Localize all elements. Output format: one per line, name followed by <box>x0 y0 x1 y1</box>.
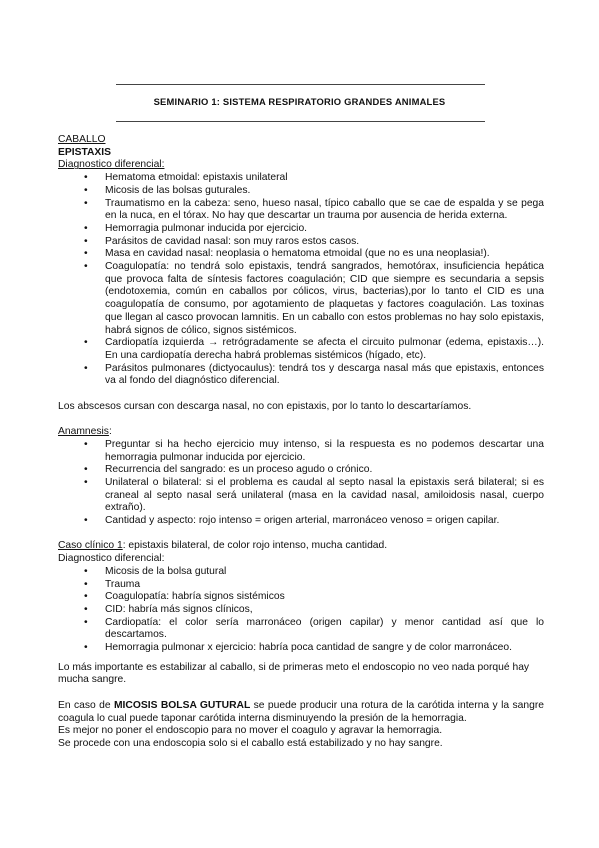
list-item: • Cardiopatía izquierda → retrógradamente se afecta el circuito pulmonar (edema, epistaxis…). En una cardiopatía derecha habrá problemas sistémicos (hígado, etc). <box>105 337 544 362</box>
micosis-bold: MICOSIS BOLSA GUTURAL <box>113 699 251 711</box>
list-item: • Recurrencia del sangrado: es un proceso agudo o crónico. <box>105 464 544 477</box>
list-item: • Preguntar si ha hecho ejercicio muy intenso, si la respuesta es no podemos descartar una hemorragia pulmonar inducida por ejercicio. <box>105 439 544 464</box>
micosis-paragraph <box>58 700 544 725</box>
anamnesis-colon: : <box>108 426 112 438</box>
micosis-line2: Es mejor no poner el endoscopio para no mover el coagulo y agravar la hemorragia. <box>58 725 443 737</box>
caso-list <box>58 566 544 655</box>
list-item: • Hemorragia pulmonar inducida por ejercicio. <box>105 223 544 236</box>
anamnesis-list <box>58 439 544 528</box>
diagnostico-list <box>58 172 544 388</box>
list-item: • Hemorragia pulmonar x ejercicio: habría poca cantidad de sangre y de color marronáceo. <box>105 642 544 655</box>
list-item: • Unilateral o bilateral: si el problema es caudal al septo nasal la epistaxis será bilateral; si es craneal al septo nasal será unilateral (masa en la cavidad nasal, amiloidosis nasal, cuerpo extraño). <box>105 477 544 515</box>
document-body <box>58 134 544 751</box>
list-item: • Parásitos de cavidad nasal: son muy raros estos casos. <box>105 236 544 249</box>
section-epistaxis: EPISTAXIS <box>58 146 112 158</box>
caso-clinico-label: Caso clínico 1 <box>58 540 123 552</box>
list-item: • Cantidad y aspecto: rojo intenso = origen arterial, marronáceo venoso = origen capilar. <box>105 515 544 528</box>
list-item: • Parásitos pulmonares (dictyocaulus): tendrá tos y descarga nasal más que epistaxis, entonces va al fondo del diagnóstico diferencial. <box>105 363 544 388</box>
page-title: SEMINARIO 1: SISTEMA RESPIRATORIO GRANDES ANIMALES <box>153 96 446 107</box>
list-item: • Cardiopatía: el color sería marronáceo (origen capilar) y menor cantidad así que lo descartamos. <box>105 617 544 642</box>
anamnesis-heading <box>58 426 544 439</box>
header-rule-top <box>116 84 485 85</box>
list-item: • Coagulopatía: no tendrá solo epistaxis, tendrá sangrados, hemotórax, insuficiencia hepática que provoca falta de síntesis factores coagulación; CID que siempre es secundaria a sepsis (endotoxemia, común en caballos por cólicos, virus, bacterias),por lo tanto el CID es una coagulopatía de consumo, por agotamiento de plaquetas y factores coagulación. Las toxinas que llegan al casco provocan lamnitis. En un caballo con estos problemas no hay solo epistaxis, habrá signos de cólico, signos sistémicos. <box>105 261 544 337</box>
list-item: • CID: habría más signos clínicos, <box>105 604 544 617</box>
list-item: • Masa en cavidad nasal: neoplasia o hematoma etmoidal (que no es una neoplasia!). <box>105 248 544 261</box>
header-rule-bottom <box>116 121 485 122</box>
caso-clinico-line <box>58 540 544 553</box>
section-caballo: CABALLO <box>58 134 106 145</box>
list-item: • Hematoma etmoidal: epistaxis unilateral <box>105 172 544 185</box>
estabilizar-paragraph: Lo más importante es estabilizar al caballo, si de primeras meto el endoscopio no veo nada porqué hay mucha sangre. <box>58 661 530 686</box>
list-item: • Micosis de las bolsas guturales. <box>105 185 544 198</box>
list-item: • Micosis de la bolsa gutural <box>105 566 544 579</box>
micosis-rest: se puede producir una rotura de la carótida interna y la sangre coagula lo cual puede taponar carótida interna disminuyendo la presión de la hemorragia. <box>58 699 544 724</box>
list-item: • Traumatismo en la cabeza: seno, hueso nasal, típico caballo que se cae de espalda y se pega en la nuca, en el tórax. No hay que descartar un trauma por ausencia de herida externa. <box>105 198 544 223</box>
list-item: • Trauma <box>105 579 544 592</box>
micosis-prefix: En caso de <box>58 699 114 711</box>
caso-clinico-text: : epistaxis bilateral, de color rojo intenso, mucha cantidad. <box>122 540 388 552</box>
micosis-line3: Se procede con una endoscopia solo si el caballo está estabilizado y no hay sangre. <box>58 737 443 749</box>
diagnostico-heading: Diagnostico diferencial: <box>58 159 165 171</box>
abscesos-paragraph: Los abscesos cursan con descarga nasal, no con epistaxis, por lo tanto lo descartaríamos. <box>58 400 472 412</box>
caso-dd-heading: Diagnostico diferencial: <box>58 553 165 565</box>
list-item: • Coagulopatía: habría signos sistémicos <box>105 591 544 604</box>
anamnesis-label: Anamnesis <box>58 426 109 438</box>
